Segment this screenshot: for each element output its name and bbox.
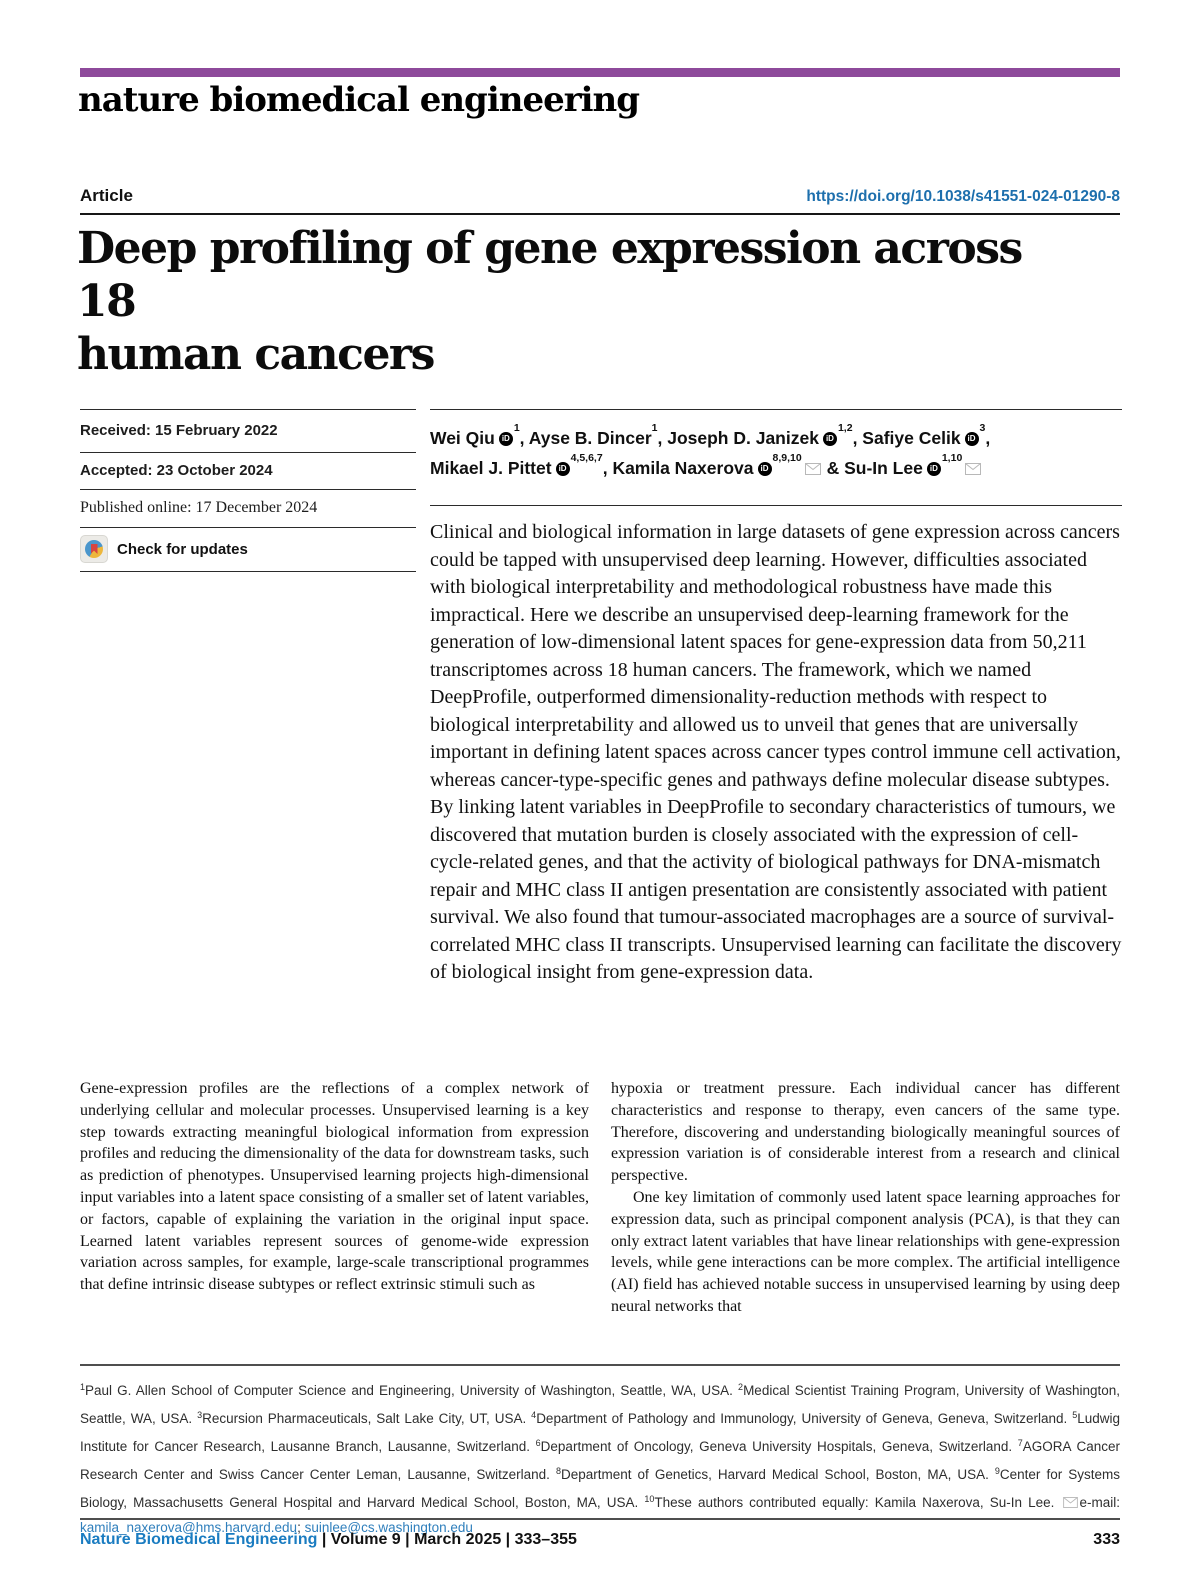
affiliation-number: 7 xyxy=(1017,1438,1023,1448)
orcid-icon[interactable]: iD xyxy=(556,462,570,476)
affiliation-text: Center for Systems Biology, Massachusetts General Hospital and Harvard Medical School, Boston, MA, USA. xyxy=(80,1467,1120,1510)
published-date: Published online: 17 December 2024 xyxy=(80,489,416,527)
author xyxy=(862,422,991,448)
journal-logo: nature biomedical engineering xyxy=(78,80,640,120)
intro-paragraph-2: One key limitation of commonly used latent space learning approaches for expression data, such as principal component analysis (PCA), is that they can only extract latent variables that have linear relationships with gene-expression levels, while gene interactions can be more complex. The artificial intelligence (AI) field has achieved notable success in unsupervised learning by using deep neural networks that xyxy=(611,1188,1120,1315)
affiliation-text: Department of Genetics, Harvard Medical School, Boston, MA, USA. xyxy=(560,1467,995,1482)
author-separator: , xyxy=(602,457,613,478)
affiliation-text: Ludwig Institute for Cancer Research, Lausanne Branch, Lausanne, Switzerland. xyxy=(80,1411,1120,1454)
orcid-icon[interactable]: iD xyxy=(823,432,837,446)
affiliation-number: 2 xyxy=(738,1382,744,1392)
body-columns xyxy=(80,1078,1120,1318)
footer-citation xyxy=(80,1531,577,1549)
page-number: 333 xyxy=(1093,1531,1120,1548)
affiliation-number: 10 xyxy=(644,1494,655,1504)
author-name: Kamila Naxerova xyxy=(612,457,754,478)
affiliation-number: 1 xyxy=(80,1382,86,1392)
accepted-date: Accepted: 23 October 2024 xyxy=(80,452,416,489)
email-separator: ; xyxy=(297,1520,305,1535)
affiliation-text: AGORA Cancer Research Center and Swiss Cancer Center Leman, Lausanne, Switzerland. xyxy=(80,1439,1120,1482)
affiliation-text: Department of Oncology, Geneva University Hospitals, Geneva, Switzerland. xyxy=(540,1439,1018,1454)
article-type-label: Article xyxy=(80,186,133,205)
affiliation-text: Recursion Pharmaceuticals, Salt Lake City, UT, USA. xyxy=(202,1411,532,1426)
author-name: Wei Qiu xyxy=(430,427,495,448)
title-line-1: Deep profiling of gene expression across 18 xyxy=(77,223,1022,327)
affiliation-text: Medical Scientist Training Program, University of Washington, Seattle, WA, USA. xyxy=(80,1383,1120,1426)
author-separator: , xyxy=(852,427,863,448)
affiliation-text: Paul G. Allen School of Computer Science and Engineering, University of Washington, Seattle, WA, USA. xyxy=(85,1383,739,1398)
email-link-lee[interactable]: suinlee@cs.washington.edu xyxy=(304,1520,473,1535)
page-title xyxy=(77,222,1087,381)
intro-paragraph-1-continued: hypoxia or treatment pressure. Each individual cancer has different characteristics and response to therapy, even cancers of the same type. Therefore, discovering and understanding biologically meaningful sources of expression variation is of considerable interest from a research and clinical perspective. xyxy=(611,1080,1120,1185)
author xyxy=(430,451,613,478)
affiliations-footnote xyxy=(80,1364,1120,1540)
doi-link[interactable]: https://doi.org/10.1038/s41551-024-01290-8 xyxy=(806,188,1120,205)
author-list xyxy=(430,409,1122,482)
author-affiliation-sup: 1 xyxy=(513,422,520,434)
email-envelope-icon[interactable] xyxy=(965,456,981,482)
footer-divider xyxy=(80,1518,1120,1520)
crossmark-icon xyxy=(80,535,108,563)
title-line-2: human cancers xyxy=(77,329,434,380)
affiliation-number: 5 xyxy=(1072,1410,1078,1420)
affiliation-number: 6 xyxy=(535,1438,541,1448)
author-affiliation-sup: 1,10 xyxy=(941,451,963,464)
article-history-panel xyxy=(80,409,416,572)
email-link-naxerova[interactable]: kamila_naxerova@hms.harvard.edu xyxy=(80,1520,298,1535)
author-name: Mikael J. Pittet xyxy=(430,457,552,478)
author-name: Su-In Lee xyxy=(844,457,923,478)
header-divider xyxy=(80,213,1120,215)
article-header-row xyxy=(80,186,1120,206)
email-envelope-icon xyxy=(1063,1492,1078,1516)
author-separator: , xyxy=(657,427,668,448)
author-affiliation-sup: 8,9,10 xyxy=(772,451,802,464)
footer-journal-link[interactable]: Nature Biomedical Engineering xyxy=(80,1531,318,1548)
body-column-left xyxy=(80,1078,589,1318)
author xyxy=(667,422,863,448)
affiliation-number: 8 xyxy=(555,1466,561,1476)
affiliation-text: Department of Pathology and Immunology, University of Geneva, Geneva, Switzerland. xyxy=(536,1411,1073,1426)
author-affiliation-sup: 3 xyxy=(979,422,986,434)
footer-issue-info: | Volume 9 | March 2025 | 333–355 xyxy=(317,1531,577,1548)
author-separator: , xyxy=(985,427,991,448)
author-separator: & xyxy=(821,457,845,478)
orcid-icon[interactable]: iD xyxy=(927,462,941,476)
body-column-right xyxy=(611,1078,1120,1318)
brand-accent-bar xyxy=(80,68,1120,77)
email-label: e-mail: xyxy=(1079,1495,1120,1510)
author-affiliation-sup: 1,2 xyxy=(837,422,853,434)
received-date: Received: 15 February 2022 xyxy=(80,409,416,452)
check-for-updates-label: Check for updates xyxy=(117,540,248,558)
author-affiliation-sup: 1 xyxy=(651,422,658,434)
author-name: Joseph D. Janizek xyxy=(667,427,819,448)
author-name: Safiye Celik xyxy=(862,427,961,448)
author xyxy=(844,451,982,478)
orcid-icon[interactable]: iD xyxy=(965,432,979,446)
author xyxy=(430,422,529,448)
intro-paragraph-1: Gene-expression profiles are the reflections of a complex network of underlying cellular and molecular processes. Unsupervised learning is a key step towards extracting meaningful biological information from expression profiles and reducing the dimensionality of the data for downstream tasks, such as prediction of phenotypes. Unsupervised learning projects high-dimensional input variables into a latent space consisting of a smaller set of latent variables, or factors, capable of explaining the variation in the original input space. Learned latent variables represent sources of genome-wide expression variation across samples, for example, large-scale transcriptional programmes that define intrinsic disease subtypes or reflect extrinsic stimuli such as xyxy=(80,1080,589,1294)
author xyxy=(612,451,845,478)
orcid-icon[interactable]: iD xyxy=(499,432,513,446)
orcid-icon[interactable]: iD xyxy=(758,462,772,476)
check-for-updates-button[interactable] xyxy=(80,527,416,572)
author-separator: , xyxy=(519,427,529,448)
affiliation-text: These authors contributed equally: Kamila Naxerova, Su-In Lee. xyxy=(654,1495,1061,1510)
affiliation-number: 3 xyxy=(197,1410,203,1420)
affiliation-number: 9 xyxy=(994,1466,1000,1476)
affiliation-number: 4 xyxy=(531,1410,537,1420)
page-footer xyxy=(80,1531,1120,1549)
author-affiliation-sup: 4,5,6,7 xyxy=(570,451,603,464)
email-envelope-icon[interactable] xyxy=(805,456,821,482)
author-name: Ayse B. Dincer xyxy=(528,427,652,448)
abstract-text: Clinical and biological information in large datasets of gene expression across cancers could be tapped with unsupervised deep learning. However, difficulties associated with biological interpretability and methodological robustness have made this impractical. Here we describe an unsupervised deep-learning framework for the generation of low-dimensional latent spaces for gene-expression data from 50,211 transcriptomes across 18 human cancers. The framework, which we named DeepProfile, outperformed dimensionality-reduction methods with respect to biological interpretability and allowed us to unveil that genes that are universally important in defining latent spaces across cancer types control immune cell activation, whereas cancer-type-specific genes and pathways define molecular disease subtypes. By linking latent variables in DeepProfile to secondary characteristics of tumours, we discovered that mutation burden is closely associated with the expression of cell-cycle-related genes, and that the activity of biological pathways for DNA-mismatch repair and MHC class II antigen presentation are consistently associated with patient survival. We also found that tumour-associated macrophages are a source of survival-correlated MHC class II transcripts. Unsupervised learning can facilitate the discovery of biological insight from gene-expression data. xyxy=(430,505,1122,987)
author xyxy=(528,422,668,448)
